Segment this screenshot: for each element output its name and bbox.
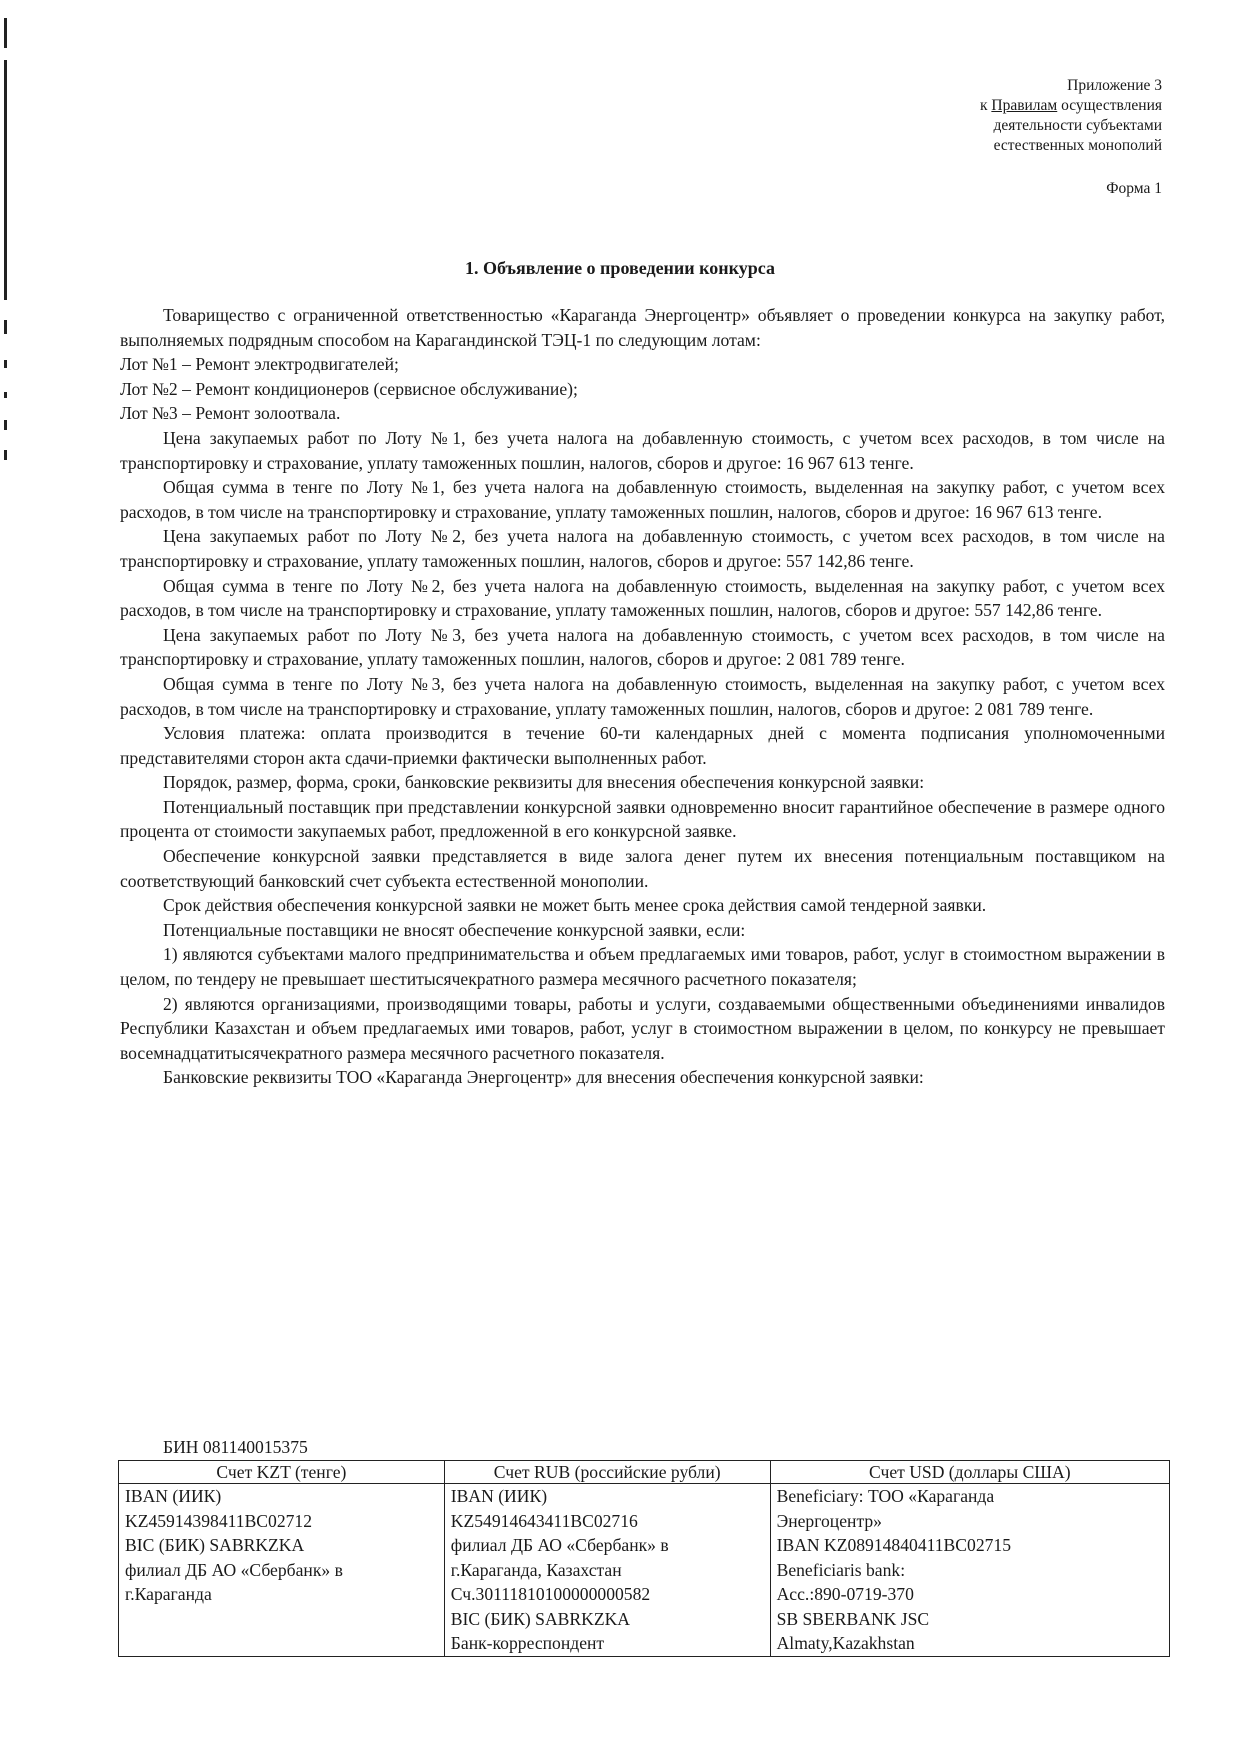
bin-number: БИН 081140015375	[163, 1437, 308, 1457]
appendix-line-2-prefix: к	[979, 97, 988, 114]
appendix-header	[980, 76, 1162, 156]
appendix-line-2-rest: осуществления	[1061, 97, 1162, 114]
bank-detail-line: IBAN (ИИК)	[450, 1486, 548, 1506]
paragraph: Товарищество с ограниченной ответственностью «Караганда Энергоцентр» объявляет о проведении конкурса на закупку работ, выполняемых подрядным способом на Карагандинской ТЭЦ-1 по следующим лотам:	[120, 305, 1165, 350]
bank-detail-line: Almaty,Kazakhstan	[776, 1633, 915, 1653]
paragraph: 1) являются субъектами малого предпринимательства и объем предлагаемых ими товаров, работ, услуг в стоимостном выражении в целом, по тендеру не превышает шеститысячекратного размера месячного расчетного показателя;	[120, 944, 1165, 990]
paragraph: Условия платежа: оплата производится в течение 60-ти календарных дней с момента подписания уполномоченными представителями сторон акта сдачи-приемки фактически выполненных работ.	[120, 723, 1165, 768]
paragraph: Порядок, размер, форма, сроки, банковские реквизиты для внесения обеспечения конкурсной заявки:	[163, 772, 925, 793]
paragraph: Лот №3 – Ремонт золоотвала.	[120, 403, 341, 424]
bank-detail-line: KZ45914398411BC02712	[125, 1510, 313, 1531]
paragraph: Цена закупаемых работ по Лоту №1, без учета налога на добавленную стоимость, с учетом всех расходов, в том числе на транспортировку и страхование, уплату таможенных пошлин, налогов, сборов и другое: 16 967 613 тенге.	[120, 427, 1165, 473]
bank-detail-line: г.Караганда, Казахстан	[450, 1559, 622, 1580]
document-title: 1. Объявление о проведении конкурса	[464, 258, 776, 278]
rub-account-header: Счет RUB (российские рубли)	[444, 1461, 770, 1484]
bank-detail-line: филиал ДБ АО «Сбербанк» в	[125, 1559, 343, 1580]
paragraph: Цена закупаемых работ по Лоту №2, без учета налога на добавленную стоимость, с учетом всех расходов, в том числе на транспортировку и страхование, уплату таможенных пошлин, налогов, сборов и другое: 557 142,86 тенге.	[120, 526, 1165, 571]
paragraph: Общая сумма в тенге по Лоту №2, без учета налога на добавленную стоимость, выделенная на закупку работ, с учетом всех расходов, в том числе на транспортировку и страхование, уплату таможенных пошлин, налогов, сборов и другое: 557 142,86 тенге.	[120, 575, 1165, 621]
bank-detail-line: Beneficiary: ТОО «Караганда	[776, 1486, 995, 1506]
usd-account-cell	[770, 1484, 1169, 1657]
bank-detail-line: Банк-корреспондент	[450, 1633, 605, 1653]
paragraph: Потенциальные поставщики не вносят обеспечение конкурсной заявки, если:	[163, 919, 746, 940]
appendix-line-2	[980, 96, 1162, 116]
announcement-body	[120, 303, 1165, 1090]
bank-detail-line: филиал ДБ АО «Сбербанк» в	[450, 1535, 669, 1555]
appendix-line-4: естественных монополий	[993, 137, 1162, 154]
bank-detail-line: SB SBERBANK JSC	[776, 1608, 930, 1629]
paragraph: Цена закупаемых работ по Лоту №3, без учета налога на добавленную стоимость, с учетом всех расходов, в том числе на транспортировку и страхование, уплату таможенных пошлин, налогов, сборов и другое: 2 081 789 тенге.	[120, 624, 1165, 670]
rules-link[interactable]: Правилам	[991, 97, 1058, 114]
bank-table-row	[119, 1484, 1170, 1657]
bank-detail-line: Acc.:890-0719-370	[776, 1584, 914, 1604]
bank-detail-line: IBAN (ИИК)	[125, 1486, 222, 1506]
paragraph: Обеспечение конкурсной заявки представляется в виде залога денег путем их внесения потенциальным поставщиком на соответствующий банковский счет субъекта естественной монополии.	[120, 846, 1165, 891]
paragraph: Срок действия обеспечения конкурсной заявки не может быть менее срока действия самой тендерной заявки.	[163, 895, 987, 916]
paragraph: Общая сумма в тенге по Лоту №1, без учета налога на добавленную стоимость, выделенная на закупку работ, с учетом всех расходов, в том числе на транспортировку и страхование, уплату таможенных пошлин, налогов, сборов и другое: 16 967 613 тенге.	[120, 477, 1165, 522]
appendix-line-1: Приложение 3	[1067, 77, 1162, 94]
bank-detail-line: BIC (БИК) SABRKZKA	[125, 1535, 305, 1555]
paragraph: Потенциальный поставщик при представлении конкурсной заявки одновременно вносит гарантийное обеспечение в размере одного процента от стоимости закупаемых работ, предложенной в его конкурсной заявке.	[120, 796, 1165, 842]
bank-detail-line: г.Караганда	[125, 1584, 212, 1604]
paragraph: 2) являются организациями, производящими товары, работы и услуги, создаваемыми общественными объединениями инвалидов Республики Казахстан и объем предлагаемых ими товаров, работ, услуг в стоимостном выражении в целом, по конкурсу не превышает восемнадцатитысячекратного размера месячного расчетного показателя.	[120, 993, 1165, 1063]
paragraph: Общая сумма в тенге по Лоту №3, без учета налога на добавленную стоимость, выделенная на закупку работ, с учетом всех расходов, в том числе на транспортировку и страхование, уплату таможенных пошлин, налогов, сборов и другое: 2 081 789 тенге.	[120, 673, 1165, 719]
kzt-account-header: Счет KZT (тенге)	[119, 1461, 445, 1484]
paragraph: Лот №1 – Ремонт электродвигателей;	[120, 354, 399, 375]
bank-table-header-row	[119, 1461, 1170, 1484]
binding-marks	[4, 0, 10, 480]
paragraph: Лот №2 – Ремонт кондиционеров (сервисное обслуживание);	[120, 378, 578, 399]
appendix-line-3: деятельности субъектами	[993, 117, 1162, 134]
paragraph: Банковские реквизиты ТОО «Караганда Энергоцентр» для внесения обеспечения конкурсной заявки:	[163, 1067, 924, 1088]
bank-detail-line: Сч.30111810100000000582	[450, 1584, 651, 1604]
rub-account-cell	[444, 1484, 770, 1657]
form-label: Форма 1	[1106, 180, 1162, 197]
usd-account-header: Счет USD (доллары США)	[770, 1461, 1169, 1484]
bank-detail-line: Энергоцентр»	[776, 1510, 882, 1531]
bank-detail-line: BIC (БИК) SABRKZKA	[450, 1608, 631, 1629]
bank-detail-line: KZ54914643411BC02716	[450, 1510, 638, 1531]
bank-detail-line: IBAN KZ08914840411BC02715	[776, 1535, 1012, 1555]
bank-detail-line: Beneficiaris bank:	[776, 1559, 906, 1580]
kzt-account-cell	[119, 1484, 445, 1657]
bank-details-table	[118, 1460, 1170, 1657]
